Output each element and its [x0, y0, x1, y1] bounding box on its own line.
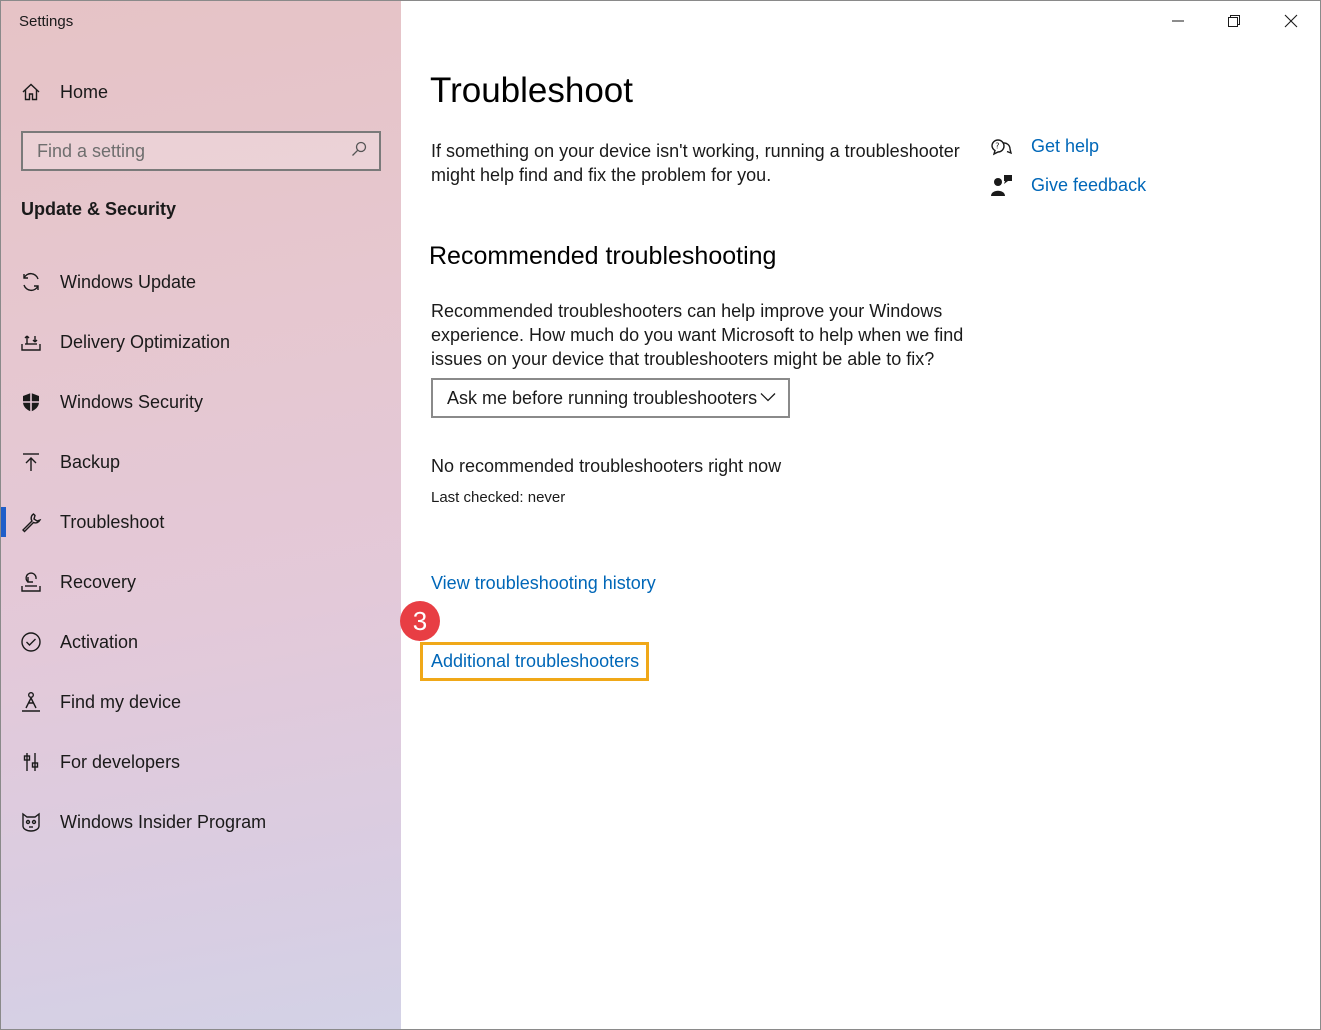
- page-title: Troubleshoot: [430, 71, 633, 110]
- view-history-link[interactable]: View troubleshooting history: [431, 573, 656, 593]
- restore-icon: [1228, 15, 1240, 27]
- search-box[interactable]: [21, 131, 381, 171]
- step-badge: 3: [400, 601, 440, 641]
- sidebar-item-windows-update[interactable]: [1, 260, 401, 304]
- sidebar-item-windows-insider-program[interactable]: [1, 800, 401, 844]
- get-help-label: Get help: [1031, 136, 1100, 156]
- give-feedback-label: Give feedback: [1031, 175, 1147, 195]
- sidebar-item-label: Recovery: [60, 571, 137, 592]
- sidebar-item-delivery-optimization[interactable]: [1, 320, 401, 364]
- give-feedback-link[interactable]: [989, 166, 1146, 205]
- close-button[interactable]: [1263, 1, 1319, 41]
- upload-arrow-icon: [20, 451, 42, 473]
- sidebar-item-recovery[interactable]: [1, 560, 401, 604]
- get-help-link[interactable]: [989, 127, 1146, 166]
- sidebar-item-label: Activation: [60, 631, 139, 652]
- sidebar-item-label: Windows Insider Program: [60, 811, 267, 832]
- minimize-icon: [1172, 15, 1184, 27]
- sidebar-item-backup[interactable]: [1, 440, 401, 484]
- sidebar: [1, 1, 401, 1030]
- home-icon: [20, 81, 42, 103]
- sidebar-item-activation[interactable]: [1, 620, 401, 664]
- additional-troubleshooters-link[interactable]: Additional troubleshooters: [431, 651, 640, 671]
- sidebar-item-label: Troubleshoot: [60, 511, 165, 532]
- sidebar-item-label: For developers: [60, 751, 181, 772]
- find-device-icon: [20, 691, 42, 713]
- sidebar-item-for-developers[interactable]: [1, 740, 401, 784]
- close-icon: [1284, 14, 1298, 28]
- developer-tools-icon: [20, 751, 42, 773]
- delivery-optimization-icon: [20, 331, 42, 353]
- home-nav-item[interactable]: [1, 70, 401, 114]
- recommended-status: No recommended troubleshooters right now: [431, 456, 782, 476]
- sidebar-item-label: Backup: [60, 451, 121, 472]
- last-checked-text: Last checked: never: [431, 489, 566, 506]
- recommended-heading: Recommended troubleshooting: [429, 242, 777, 270]
- home-label: Home: [60, 81, 109, 102]
- sidebar-item-label: Windows Security: [60, 391, 204, 412]
- get-help-icon: [989, 135, 1013, 159]
- restore-button[interactable]: [1206, 1, 1262, 41]
- dropdown-value: Ask me before running troubleshooters: [447, 387, 758, 408]
- sidebar-item-troubleshoot[interactable]: [1, 500, 401, 544]
- search-input[interactable]: [37, 141, 337, 162]
- recovery-icon: [20, 571, 42, 593]
- recommended-description: Recommended troubleshooters can help improve your Windows experience. How much do you want Microsoft to help when we find issues on your device that troubleshooters might be able to fix?: [431, 301, 964, 369]
- chevron-down-icon: [760, 389, 776, 407]
- minimize-button[interactable]: [1150, 1, 1206, 41]
- sidebar-item-windows-security[interactable]: [1, 380, 401, 424]
- check-circle-icon: [20, 631, 42, 653]
- intro-text: If something on your device isn't working, running a troubleshooter might help find and fix the problem for you.: [431, 141, 960, 185]
- insider-cat-icon: [20, 811, 42, 833]
- app-title: Settings: [19, 13, 74, 30]
- give-feedback-icon: [989, 174, 1013, 198]
- wrench-icon: [20, 511, 42, 533]
- sidebar-item-find-my-device[interactable]: [1, 680, 401, 724]
- help-links: [989, 127, 1146, 205]
- sidebar-item-label: Windows Update: [60, 271, 197, 292]
- svg-text:?: ?: [995, 141, 1000, 150]
- search-icon[interactable]: [351, 141, 367, 162]
- section-heading: Update & Security: [21, 199, 177, 219]
- sidebar-item-label: Delivery Optimization: [60, 331, 231, 352]
- troubleshooter-preference-dropdown[interactable]: [431, 378, 790, 418]
- shield-icon: [20, 391, 42, 413]
- sync-icon: [20, 271, 42, 293]
- sidebar-item-label: Find my device: [60, 691, 182, 712]
